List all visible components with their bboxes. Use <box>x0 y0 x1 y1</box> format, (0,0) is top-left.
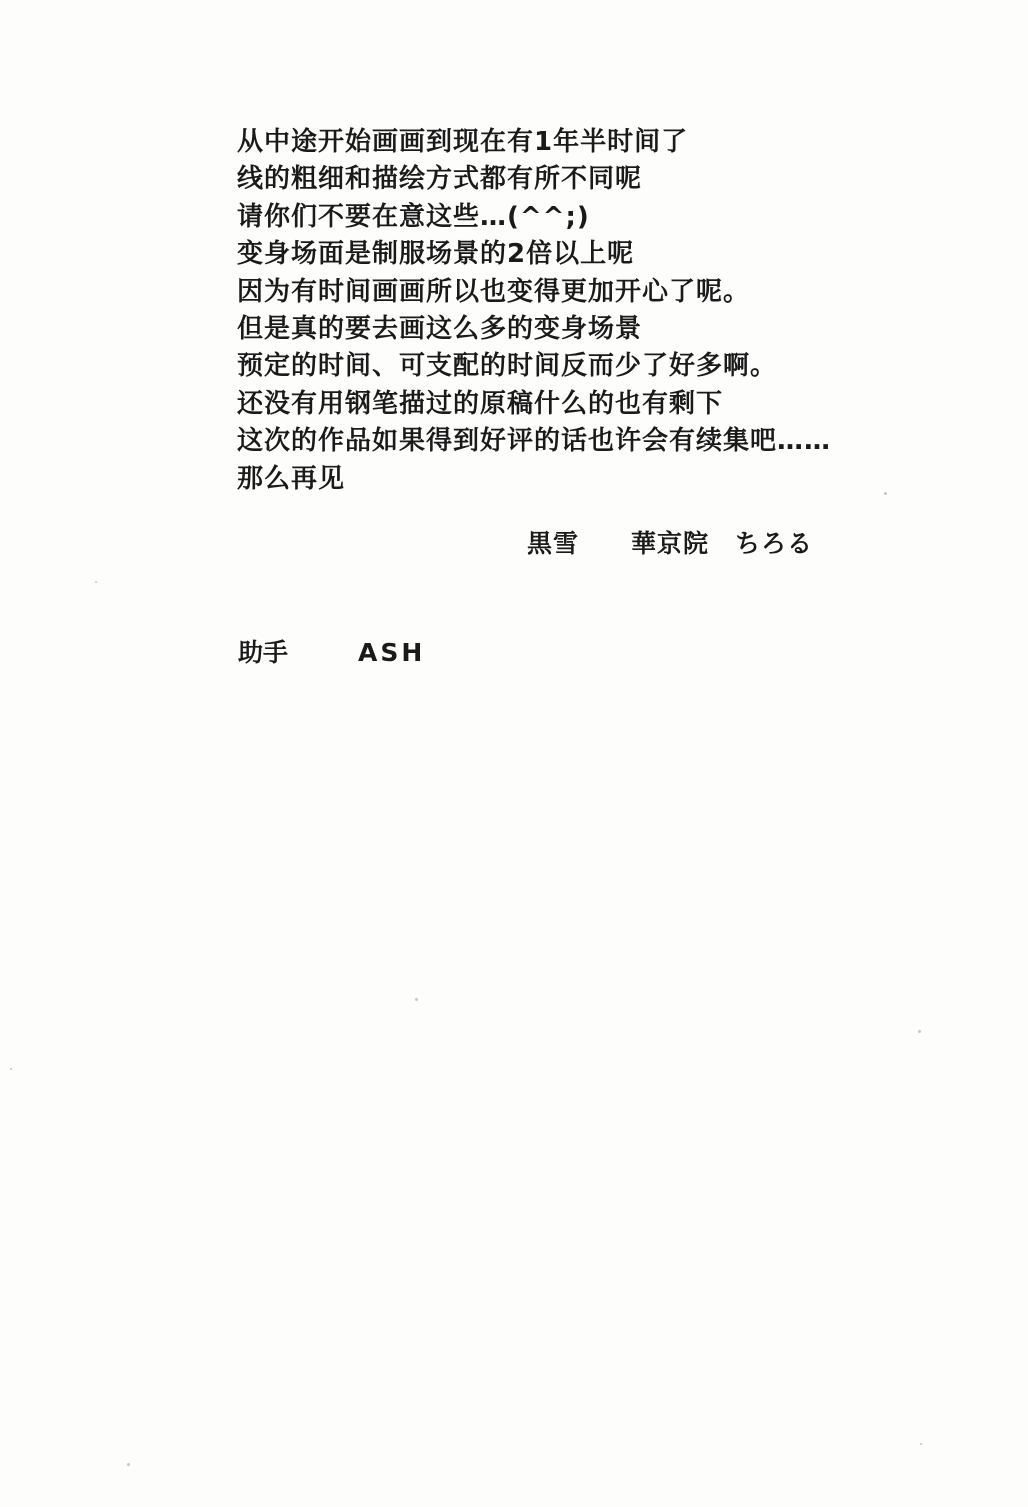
afterword-line-2: 线的粗细和描绘方式都有所不同呢 <box>237 164 643 195</box>
assistant-name: ASH <box>358 638 426 667</box>
scan-speck <box>415 998 418 1001</box>
afterword-text-block <box>237 124 831 498</box>
scan-speck <box>884 492 887 495</box>
author-signature: 黒雪 華京院 ちろる <box>527 529 814 558</box>
afterword-line-5: 因为有时间画画所以也变得更加开心了呢。 <box>237 276 751 307</box>
afterword-line-6: 但是真的要去画这么多的变身场景 <box>237 313 643 344</box>
afterword-line-8: 还没有用钢笔描过的原稿什么的也有剩下 <box>237 388 724 419</box>
afterword-line-10: 那么再见 <box>237 463 346 494</box>
scan-speck <box>127 1463 130 1466</box>
assistant-credit <box>238 633 425 669</box>
scan-speck <box>920 1443 922 1445</box>
scan-speck <box>95 581 97 583</box>
afterword-line-1: 从中途开始画画到现在有1年半时间了 <box>237 127 689 157</box>
afterword-line-9: 这次的作品如果得到好评的话也许会有续集吧…… <box>237 426 832 457</box>
afterword-line-3: 请你们不要在意这些…(^^;) <box>237 201 590 232</box>
assistant-label: 助手 <box>238 638 289 667</box>
afterword-line-7: 预定的时间、可支配的时间反而少了好多啊。 <box>237 351 778 382</box>
afterword-line-4: 变身场面是制服场景的2倍以上呢 <box>237 239 635 270</box>
scan-speck <box>10 1068 12 1070</box>
scan-speck <box>918 1030 921 1033</box>
